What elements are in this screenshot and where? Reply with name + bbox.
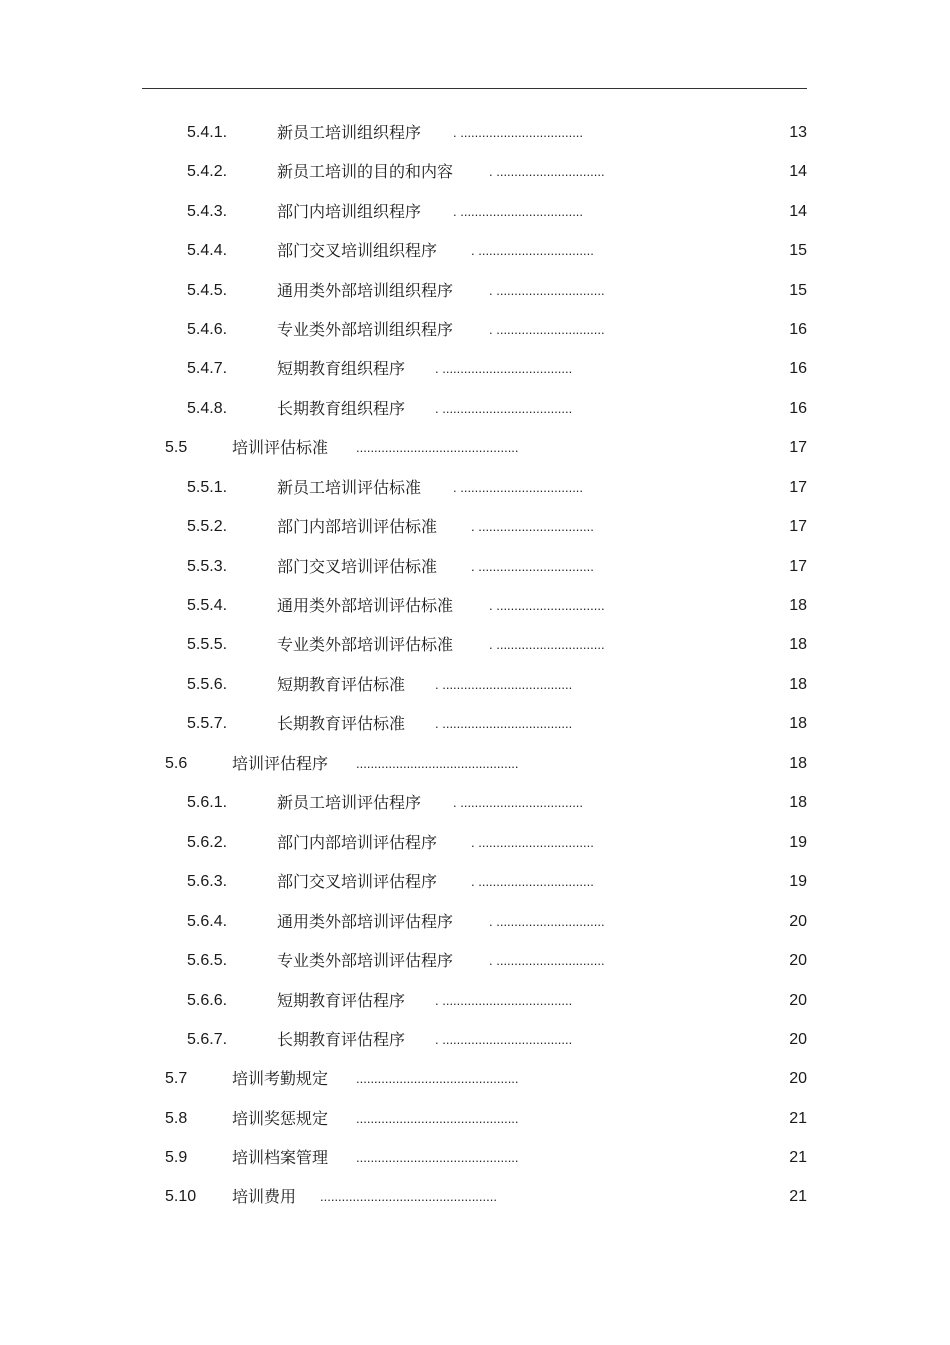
toc-entry-leader: . .............................. [489, 283, 605, 298]
toc-entry-title: 专业类外部培训评估程序 [277, 951, 454, 970]
toc-entry-title: 部门内部培训评估标准 [277, 517, 438, 536]
toc-entry-number: 5.6.6. [187, 992, 228, 1009]
toc-entry-leader: . .................................. [453, 480, 584, 495]
toc-entry[interactable] [0, 593, 950, 619]
toc-entry-leader: . .............................. [489, 598, 605, 613]
toc-entry-title: 长期教育组织程序 [277, 399, 406, 418]
toc-entry-page-number: 19 [789, 873, 807, 890]
toc-entry[interactable] [0, 1027, 950, 1053]
toc-entry-page-number: 14 [789, 163, 807, 180]
toc-entry-leader: ............................................. [356, 1150, 519, 1165]
toc-entry[interactable] [0, 317, 950, 343]
toc-entry-leader: . .................................... [435, 361, 573, 376]
toc-entry-number: 5.4.1. [187, 124, 228, 141]
toc-entry-page-number: 17 [789, 558, 807, 575]
toc-entry-leader: . .............................. [489, 322, 605, 337]
toc-entry-number: 5.6.5. [187, 952, 228, 969]
toc-entry[interactable] [0, 435, 950, 461]
toc-entry-title: 培训评估标准 [232, 438, 329, 457]
toc-entry-number: 5.6.2. [187, 834, 228, 851]
toc-entry-title: 专业类外部培训评估标准 [277, 635, 454, 654]
toc-entry-leader: ............................................. [356, 1071, 519, 1086]
toc-entry-page-number: 21 [789, 1149, 807, 1166]
toc-entry-number: 5.6.7. [187, 1031, 228, 1048]
toc-entry-number: 5.7 [165, 1070, 188, 1087]
toc-entry-number: 5.5.1. [187, 479, 228, 496]
toc-entry[interactable] [0, 356, 950, 382]
toc-entry[interactable] [0, 1145, 950, 1171]
toc-entry-number: 5.4.5. [187, 282, 228, 299]
toc-entry[interactable] [0, 1184, 950, 1210]
toc-entry-title: 部门内部培训评估程序 [277, 833, 438, 852]
toc-entry-leader: . .................................. [453, 795, 584, 810]
toc-entry-page-number: 18 [789, 597, 807, 614]
toc-entry[interactable] [0, 396, 950, 422]
toc-entry-leader: . .............................. [489, 637, 605, 652]
toc-entry[interactable] [0, 199, 950, 225]
toc-entry-title: 培训评估程序 [232, 754, 329, 773]
toc-entry-leader: . ................................ [471, 874, 594, 889]
toc-entry-page-number: 19 [789, 834, 807, 851]
toc-entry-leader: . ................................ [471, 559, 594, 574]
toc-entry-title: 通用类外部培训评估程序 [277, 912, 454, 931]
toc-entry-page-number: 17 [789, 439, 807, 456]
toc-entry[interactable] [0, 1106, 950, 1132]
toc-entry-page-number: 21 [789, 1110, 807, 1127]
toc-entry-title: 新员工培训评估程序 [277, 793, 422, 812]
toc-entry-leader: ............................................. [356, 440, 519, 455]
toc-entry-number: 5.5.4. [187, 597, 228, 614]
toc-entry-number: 5.5.5. [187, 636, 228, 653]
toc-entry-leader: . .............................. [489, 914, 605, 929]
toc-entry-page-number: 20 [789, 952, 807, 969]
toc-entry-number: 5.4.7. [187, 360, 228, 377]
toc-entry-title: 培训奖惩规定 [232, 1109, 329, 1128]
toc-entry-title: 新员工培训组织程序 [277, 123, 422, 142]
toc-entry-leader: . .................................. [453, 204, 584, 219]
toc-entry-number: 5.6.1. [187, 794, 228, 811]
toc-entry[interactable] [0, 830, 950, 856]
toc-entry-number: 5.4.3. [187, 203, 228, 220]
toc-entry-page-number: 17 [789, 518, 807, 535]
toc-entry-leader: . .................................... [435, 1032, 573, 1047]
toc-entry-title: 培训费用 [232, 1187, 297, 1206]
toc-entry-page-number: 18 [789, 794, 807, 811]
toc-entry[interactable] [0, 1066, 950, 1092]
toc-entry-leader: . ................................ [471, 835, 594, 850]
toc-entry[interactable] [0, 159, 950, 185]
toc-entry-number: 5.4.6. [187, 321, 228, 338]
toc-entry[interactable] [0, 554, 950, 580]
toc-entry-page-number: 18 [789, 755, 807, 772]
toc-entry-title: 部门内培训组织程序 [277, 202, 422, 221]
toc-entry-page-number: 17 [789, 479, 807, 496]
toc-entry-leader: . .................................... [435, 401, 573, 416]
toc-entry-page-number: 14 [789, 203, 807, 220]
toc-entry[interactable] [0, 475, 950, 501]
toc-entry-title: 长期教育评估程序 [277, 1030, 406, 1049]
toc-entry[interactable] [0, 711, 950, 737]
toc-entry-title: 通用类外部培训组织程序 [277, 281, 454, 300]
toc-entry-page-number: 15 [789, 282, 807, 299]
toc-entry-title: 长期教育评估标准 [277, 714, 406, 733]
toc-entry-page-number: 13 [789, 124, 807, 141]
toc-entry[interactable] [0, 238, 950, 264]
toc-entry[interactable] [0, 869, 950, 895]
toc-entry-leader: . .............................. [489, 953, 605, 968]
toc-entry-number: 5.10 [165, 1188, 197, 1205]
toc-entry-page-number: 16 [789, 360, 807, 377]
toc-entry-page-number: 18 [789, 636, 807, 653]
toc-entry-title: 部门交叉培训组织程序 [277, 241, 438, 260]
toc-entry-number: 5.4.2. [187, 163, 228, 180]
toc-entry-leader: ............................................. [356, 756, 519, 771]
toc-entry-page-number: 16 [789, 321, 807, 338]
toc-entry-leader: . .................................. [453, 125, 584, 140]
toc-entry[interactable] [0, 514, 950, 540]
toc-entry-leader: . ................................ [471, 243, 594, 258]
toc-entry-page-number: 21 [789, 1188, 807, 1205]
toc-entry-page-number: 18 [789, 676, 807, 693]
toc-entry-leader: ............................................. [356, 1111, 519, 1126]
toc-entry[interactable] [0, 751, 950, 777]
toc-entry-leader: . .............................. [489, 164, 605, 179]
toc-entry-number: 5.5.3. [187, 558, 228, 575]
toc-entry-leader: . .................................... [435, 677, 573, 692]
toc-entry-number: 5.8 [165, 1110, 188, 1127]
toc-entry-title: 部门交叉培训评估标准 [277, 557, 438, 576]
toc-entry-title: 培训档案管理 [232, 1148, 329, 1167]
toc-entry-title: 通用类外部培训评估标准 [277, 596, 454, 615]
toc-entry-number: 5.5.2. [187, 518, 228, 535]
toc-entry-page-number: 15 [789, 242, 807, 259]
toc-entry[interactable] [0, 278, 950, 304]
toc-entry-number: 5.9 [165, 1149, 188, 1166]
toc-entry-title: 培训考勤规定 [232, 1069, 329, 1088]
toc-entry-title: 专业类外部培训组织程序 [277, 320, 454, 339]
toc-entry-title: 部门交叉培训评估程序 [277, 872, 438, 891]
toc-entry[interactable] [0, 909, 950, 935]
toc-entry-title: 短期教育评估标准 [277, 675, 406, 694]
toc-entry-number: 5.6.3. [187, 873, 228, 890]
toc-entry-leader: . ................................ [471, 519, 594, 534]
toc-entry[interactable] [0, 120, 950, 146]
toc-entry-title: 新员工培训的目的和内容 [277, 162, 454, 181]
toc-entry-page-number: 20 [789, 913, 807, 930]
toc-entry[interactable] [0, 988, 950, 1014]
toc-entry-number: 5.4.4. [187, 242, 228, 259]
toc-entry-page-number: 20 [789, 1031, 807, 1048]
toc-entry-page-number: 20 [789, 992, 807, 1009]
toc-entry-number: 5.6 [165, 755, 188, 772]
toc-entry-leader: . .................................... [435, 716, 573, 731]
toc-entry-page-number: 18 [789, 715, 807, 732]
toc-entry-leader: ................................................. [320, 1189, 497, 1204]
toc-entry-title: 短期教育组织程序 [277, 359, 406, 378]
toc-entry[interactable] [0, 632, 950, 658]
toc-entry-page-number: 20 [789, 1070, 807, 1087]
toc-entry-number: 5.4.8. [187, 400, 228, 417]
toc-entry-number: 5.5.7. [187, 715, 228, 732]
toc-entry[interactable] [0, 790, 950, 816]
toc-entry-number: 5.6.4. [187, 913, 228, 930]
toc-entry[interactable] [0, 672, 950, 698]
toc-entry-leader: . .................................... [435, 993, 573, 1008]
toc-entry-number: 5.5 [165, 439, 188, 456]
toc-entry-title: 新员工培训评估标准 [277, 478, 422, 497]
toc-entry-page-number: 16 [789, 400, 807, 417]
toc-entry-title: 短期教育评估程序 [277, 991, 406, 1010]
toc-entry[interactable] [0, 948, 950, 974]
toc-entry-number: 5.5.6. [187, 676, 228, 693]
